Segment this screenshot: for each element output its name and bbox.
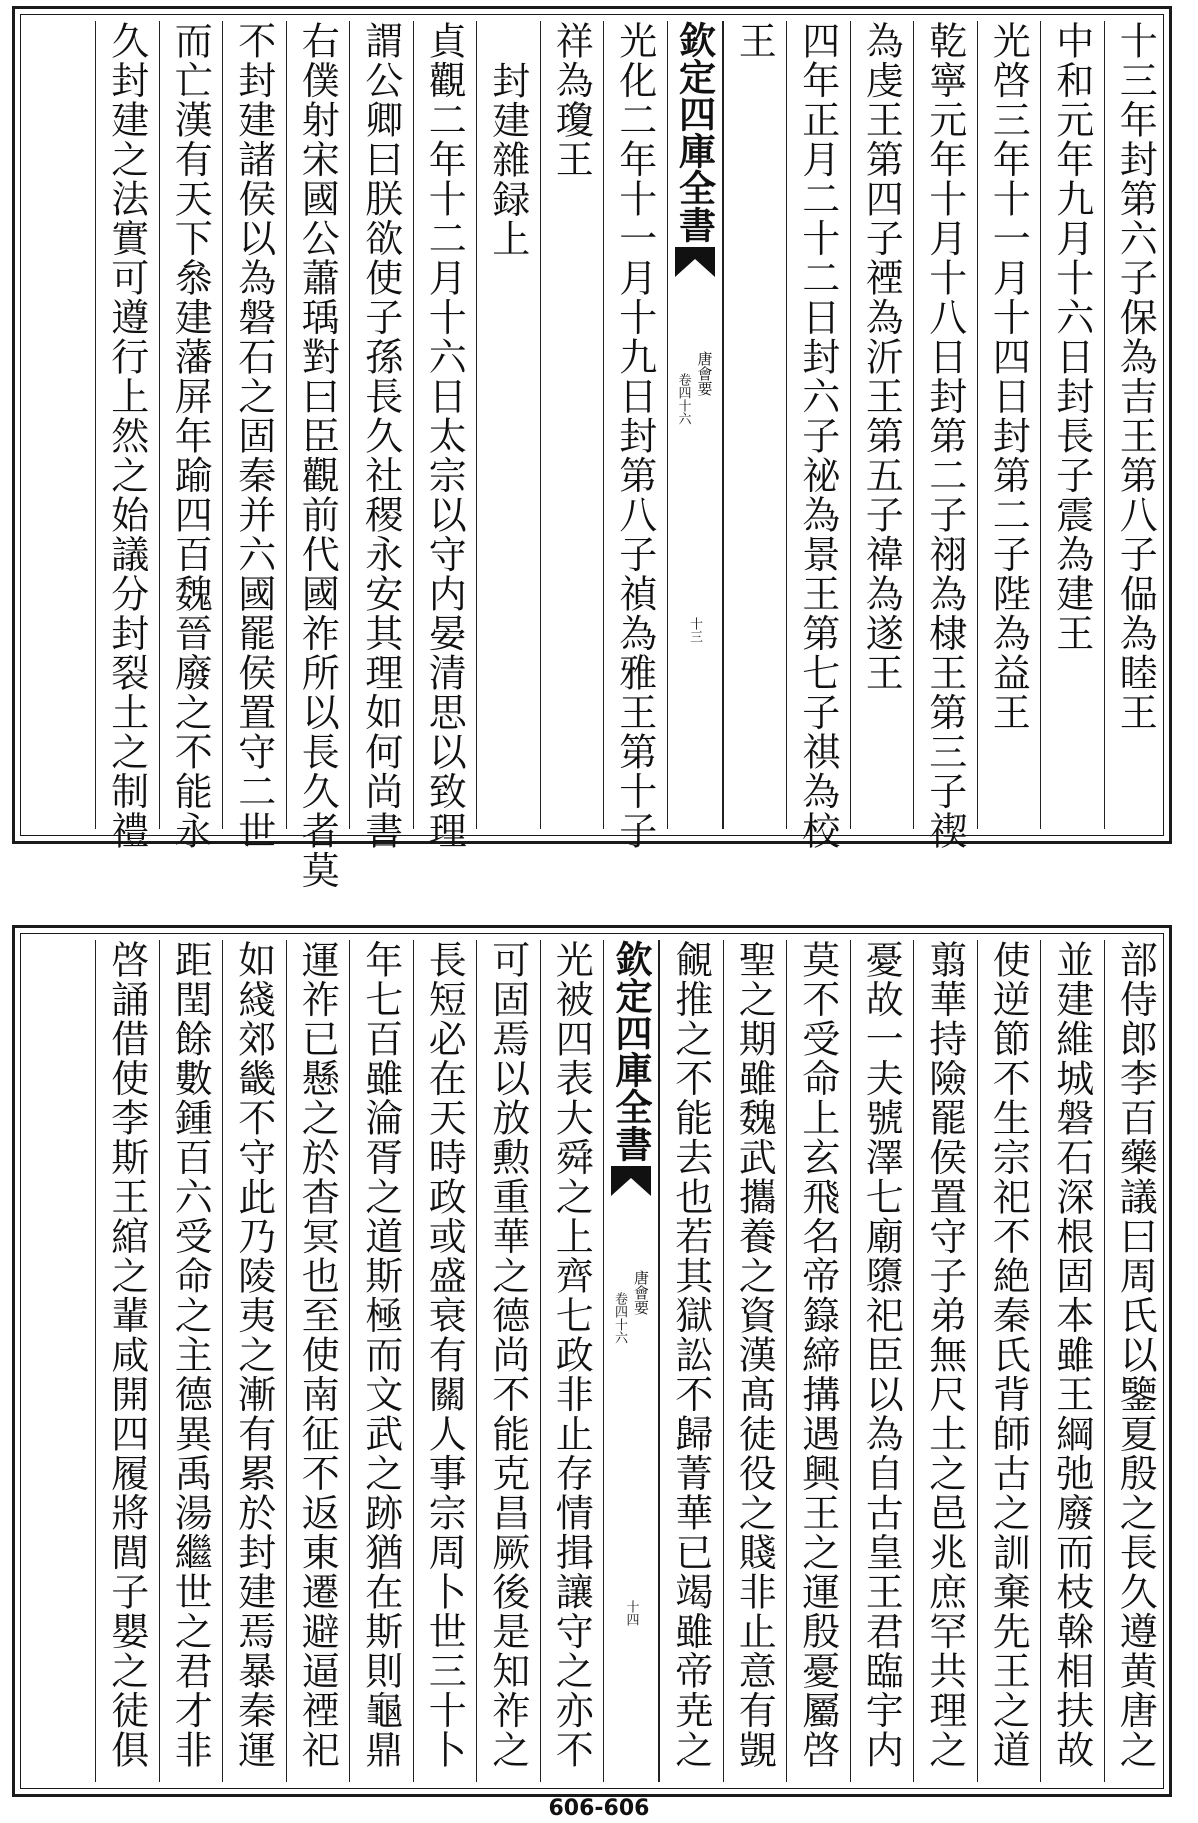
column-rule: [1040, 21, 1041, 829]
text-column: [95, 940, 159, 1782]
column-rule: [349, 21, 350, 829]
text-column: [286, 21, 350, 890]
text-column: [913, 21, 977, 851]
text-column: [159, 940, 223, 1782]
text-column: [850, 940, 914, 1782]
text-column: [159, 21, 223, 851]
column-rule: [786, 940, 787, 1782]
text-column: [850, 21, 914, 829]
column-rule: [413, 21, 414, 829]
column-rule: [1104, 940, 1105, 1782]
column-text: 久封建之法實可遵行上然之始議分封裂土之制禮: [104, 21, 149, 851]
volume-label: 卷四十六: [675, 373, 691, 425]
column-rule: [913, 940, 914, 1782]
column-text: 覦推之不能去也若其獄訟不歸菁華已竭雖帝尭之: [668, 940, 713, 1770]
column-rule: [349, 940, 350, 1782]
text-column: [222, 940, 286, 1782]
text-column: [413, 21, 477, 851]
column-rule: [222, 21, 223, 829]
column-text: 莫不受命上玄飛名帝籙締搆遇興王之運殷憂屬啓: [795, 940, 840, 1770]
column-text: 長短必在天時政或盛衰有關人事宗周卜世三十卜: [422, 940, 467, 1770]
column-text: 光啓三年十一月十四日封第二子陛為益王: [986, 21, 1031, 732]
column-rule: [540, 940, 541, 1782]
text-column: [913, 940, 977, 1782]
column-text: 不封建諸侯以為磐石之固秦并六國罷侯置守二世: [231, 21, 276, 851]
fish-tail-mark-icon: [611, 1166, 651, 1196]
column-rule: [659, 940, 660, 1782]
text-column: [1040, 940, 1104, 1782]
column-rule: [159, 21, 160, 829]
column-rule: [286, 21, 287, 829]
top-page: [12, 6, 1172, 890]
column-rule: [850, 940, 851, 1782]
text-column: [286, 940, 350, 1782]
bottom-page: [12, 925, 1172, 1797]
book-title: 唐會要: [632, 1270, 650, 1315]
column-rule: [603, 940, 604, 1782]
column-rule: [476, 21, 477, 829]
column-rule: [1104, 21, 1105, 829]
column-rule: [977, 21, 978, 829]
text-column: [786, 940, 850, 1782]
column-rule: [850, 21, 851, 829]
fish-tail-mark-icon: [675, 247, 715, 277]
text-column: [222, 21, 286, 851]
column-text: 使逆節不生宗祀不絶秦氏背師古之訓棄先王之道: [986, 940, 1031, 1770]
series-title: 欽定四庫全書: [672, 21, 717, 243]
column-text: 部侍郎李百藥議曰周氏以鑒夏殷之長久遵黄唐之: [1113, 940, 1158, 1770]
text-column: [786, 21, 850, 851]
column-text: 光化二年十一月十九日封第八子禎為雅王第十子: [612, 21, 657, 851]
text-column: [723, 940, 787, 1782]
column-text: 為虔王第四子禋為沂王第五子禕為遂王: [859, 21, 904, 693]
column-rule: [786, 21, 787, 829]
column-rule: [95, 21, 96, 829]
column-text: 年七百雖淪胥之道斯極而文武之跡猶在斯則龜鼎: [358, 940, 403, 1770]
column-rule: [1040, 940, 1041, 1782]
column-rule: [95, 940, 96, 1782]
book-info: [610, 1270, 652, 1344]
text-column: [476, 21, 540, 829]
column-text: 啓誦借使李斯王綰之輩咸開四履將閭子嬰之徒俱: [104, 940, 149, 1770]
column-text: 四年正月二十二日封六子祕為景王第七子祺為校: [795, 21, 840, 851]
column-text: 光被四表大舜之上齊七政非止存情揖讓守之亦不: [549, 940, 594, 1770]
bottom-page-frame: [20, 933, 1164, 1789]
column-rule: [977, 940, 978, 1782]
column-text: 十三年封第六子保為吉王第八子偘為睦王: [1113, 21, 1158, 732]
column-text: 王: [732, 21, 777, 61]
column-text: 並建維城磐石深根固本雖王綱弛廢而枝榦相扶故: [1049, 940, 1094, 1770]
column-text: 距閏餘數鍾百六受命之主德異禹湯繼世之君才非: [168, 940, 213, 1770]
volume-label: 卷四十六: [612, 1292, 627, 1344]
folio-number: 十三: [687, 617, 702, 643]
column-text: 謂公卿曰朕欲使子孫長久社稷永安其理如何尚書: [358, 21, 403, 851]
top-page-frame: [20, 14, 1164, 890]
book-info: [674, 351, 716, 425]
column-rule: [159, 940, 160, 1782]
column-text: 中和元年九月十六日封長子震為建王: [1049, 21, 1094, 653]
text-column: [95, 21, 159, 851]
column-text: 祥為瓊王: [549, 21, 594, 179]
column-rule: [286, 940, 287, 1782]
text-column: [540, 940, 604, 1782]
column-text: 封建雜録上: [485, 61, 530, 259]
text-column: [1040, 21, 1104, 829]
column-text: 運祚已懸之於杳冥也至使南征不返東遷避逼禋祀: [295, 940, 340, 1770]
column-rule: [913, 21, 914, 829]
text-column: [977, 940, 1041, 1782]
text-column: [540, 21, 604, 829]
page-number: 606-606: [548, 1796, 650, 1821]
folio-number: 十四: [623, 1600, 639, 1626]
text-column: [1104, 21, 1168, 829]
column-text: 如綫郊畿不守此乃陵夷之漸有累於封建焉暴秦運: [231, 940, 276, 1770]
text-column: [603, 21, 667, 851]
column-rule: [476, 940, 477, 1782]
text-column: [977, 21, 1041, 829]
text-column: [413, 940, 477, 1782]
column-text: 憂故一夫號澤七廟隳祀臣以為自古皇王君臨宇内: [859, 940, 904, 1770]
text-column: [659, 940, 723, 1782]
column-text: 翦華持險罷侯置守子弟無尺土之邑兆庶罕共理之: [922, 940, 967, 1770]
book-title: 唐會要: [695, 351, 714, 396]
column-text: 右僕射宋國公蕭瑀對曰臣觀前代國祚所以長久者莫: [295, 21, 340, 890]
text-column: [1104, 940, 1168, 1782]
column-text: 乾寧元年十月十八日封第二子祤為棣王第三子禊: [922, 21, 967, 851]
column-rule: [540, 21, 541, 829]
column-rule: [658, 940, 659, 1782]
text-column: [723, 21, 787, 829]
column-text: 貞觀二年十二月十六日太宗以守内晏清思以致理: [422, 21, 467, 851]
series-title: 欽定四庫全書: [609, 940, 653, 1162]
column-rule: [603, 21, 604, 829]
column-text: 而亡漢有天下叅建藩屏年踰四百魏晉廢之不能永: [168, 21, 213, 851]
center-fold-column: [603, 940, 659, 1782]
column-rule: [723, 21, 724, 829]
center-fold-column: [667, 21, 723, 829]
column-rule: [723, 940, 724, 1782]
text-column: [476, 940, 540, 1782]
column-text: 聖之期雖魏武攜養之資漢髙徒役之賤非止意有覬: [732, 940, 777, 1770]
column-text: 可固焉以放勲重華之德尚不能克昌厥後是知祚之: [485, 940, 530, 1770]
column-rule: [667, 21, 668, 829]
column-rule: [722, 21, 723, 829]
column-rule: [413, 940, 414, 1782]
text-column: [349, 21, 413, 851]
text-column: [349, 940, 413, 1782]
column-rule: [222, 940, 223, 1782]
